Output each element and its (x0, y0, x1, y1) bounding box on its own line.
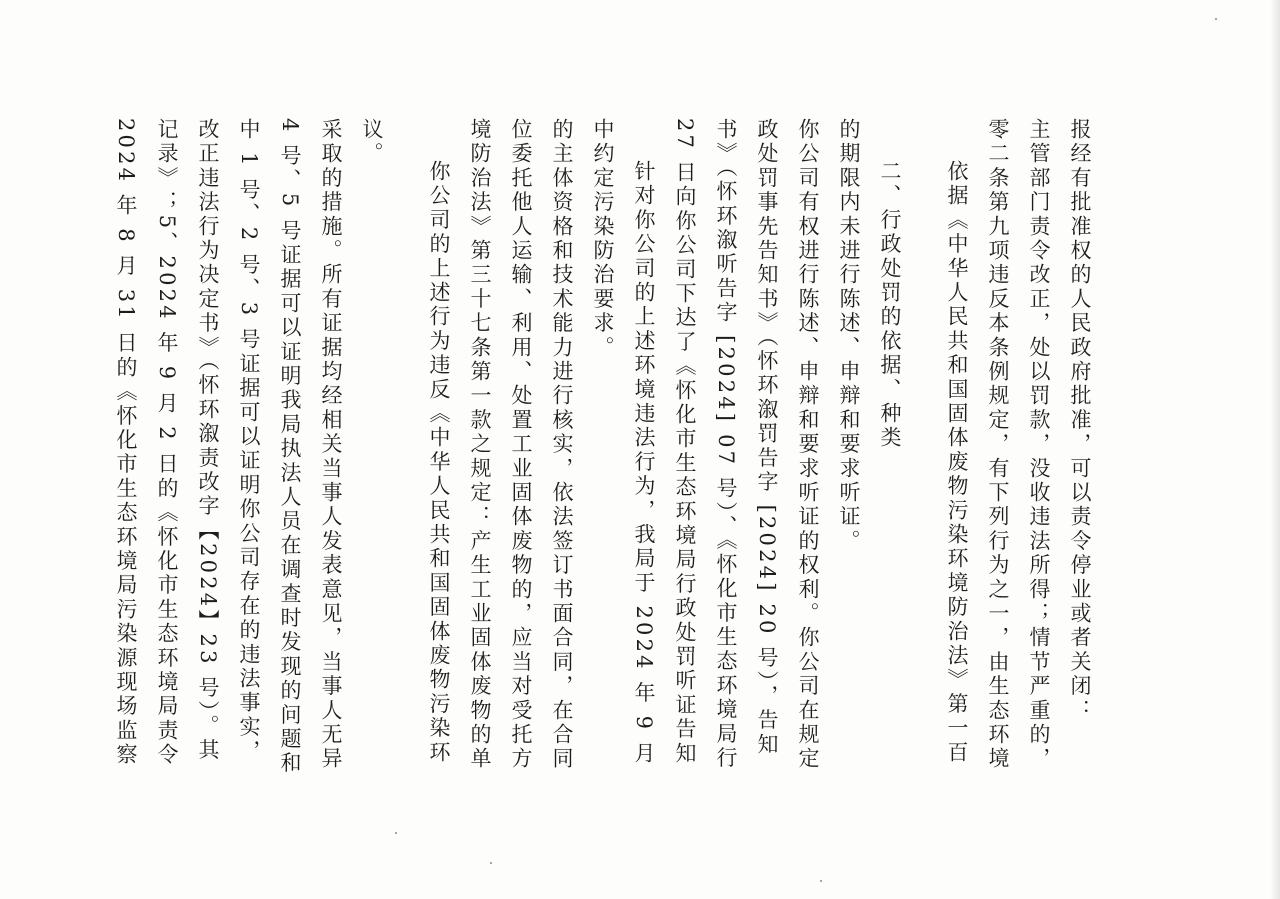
section-heading-penalty-basis: 二、行政处罚的依据、种类 (878, 160, 902, 451)
paragraph-legal-basis: 依据《中华人民共和国固体废物污染环境防治法》第一百零二条第九项违反本条例规定，有下列行为之一，由生态环境主管部门责令改正，处以罚款，没收违法所得；情节严重的，报经有批准权的人民政府批准，可以责令停业或者关闭： (945, 118, 1092, 772)
scan-speck (395, 832, 397, 834)
paragraph-violation: 你公司的上述行为违反《中华人民共和国固体废物污染环境防治法》第三十七条第一款之规定：产生工业固体废物的单位委托他人运输、利用、处置工业固体废物的，应当对受托方的主体资格和技术能力进行核实，依法签订书面合同，在合同中约定污染防治要求。 (427, 118, 615, 772)
scan-speck (820, 880, 822, 882)
paragraph-notice: 针对你公司的上述环境违法行为，我局于 2024 年 9 月 27 日向你公司下达了《怀化市生态环境局行政处罚听证告知书》（怀环溆听告字 [2024] 07 号）、《怀化市生态环境局行政处罚事先告知书》（怀环溆罚告字 [2024] 20 号），告知你公司有权进行陈述、申辩和要求听证的权利。你公司在规定的期限内未进行陈述、申辩和要求听证。 (632, 118, 861, 772)
paragraph-evidence: 2024 年 8 月 31 日的《怀化市生态环境局污染源现场监察记录》；5、2024 年 9 月 2 日的《怀化市生态环境局责令改正违法行为决定书》（怀环溆责改字【2024】23 号）。其中 1 号、2 号、3 号证据可以证明你公司存在的违法事实，4 号、5 号证据可以证明我局执法人员在调查时发现的问题和采取的措施。所有证据均经相关当事人发表意见，当事人无异议。 (114, 118, 384, 776)
scan-speck (1215, 18, 1217, 20)
document-body (105, 118, 1145, 778)
scan-speck (490, 862, 492, 864)
